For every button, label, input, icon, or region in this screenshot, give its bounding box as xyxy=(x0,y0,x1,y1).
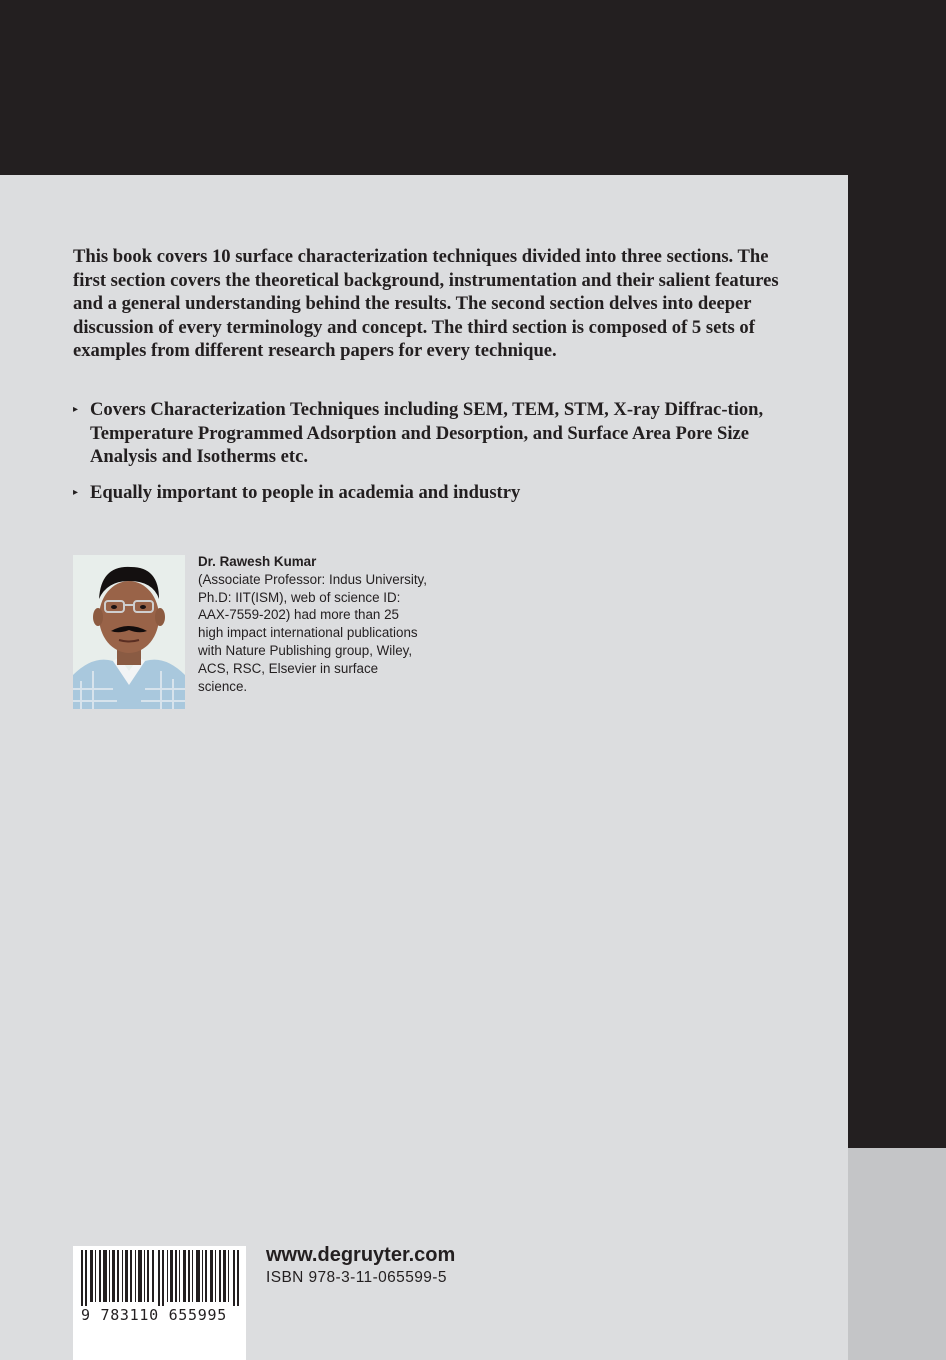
author-name: Dr. Rawesh Kumar xyxy=(198,554,317,569)
author-photo xyxy=(73,555,185,709)
barcode-digits: 9 783110 655995 xyxy=(81,1306,227,1324)
feature-item xyxy=(73,481,793,505)
feature-text: Equally important to people in academia and industry xyxy=(90,481,521,503)
author-bio-text: (Associate Professor: Indus University, Ph.D: IIT(ISM), web of science ID: AAX-7559-202) had more than 25 high impact international publications with Nature Publishing group, Wiley, ACS, RSC, Elsevier in surface science. xyxy=(198,571,427,694)
author-bio xyxy=(198,553,428,695)
triangle-bullet-icon: ▸ xyxy=(73,486,79,498)
feature-text: Covers Characterization Techniques including SEM, TEM, STM, X-ray Diffrac-tion, Temperature Programmed Adsorption and Desorption, and Surface Area Pore Size Analysis and Isotherms etc. xyxy=(90,399,764,467)
barcode-bars xyxy=(81,1250,241,1306)
author-portrait-illustration xyxy=(73,555,185,709)
feature-item xyxy=(73,398,793,469)
isbn-number: ISBN 978-3-11-065599-5 xyxy=(266,1269,447,1286)
book-description: This book covers 10 surface characterization techniques divided into three sections. The first section covers the theoretical background, instrumentation and their salient features and a general understanding behind the results. The second section delves into deeper discussion of every terminology and concept. The third section is composed of 5 sets of examples from different research papers for every technique. xyxy=(73,246,779,361)
grey-corner-strip xyxy=(848,1148,946,1360)
feature-list xyxy=(73,398,793,516)
isbn-barcode xyxy=(73,1246,246,1360)
triangle-bullet-icon: ▸ xyxy=(73,404,79,415)
publisher-url: www.degruyter.com xyxy=(266,1244,456,1266)
